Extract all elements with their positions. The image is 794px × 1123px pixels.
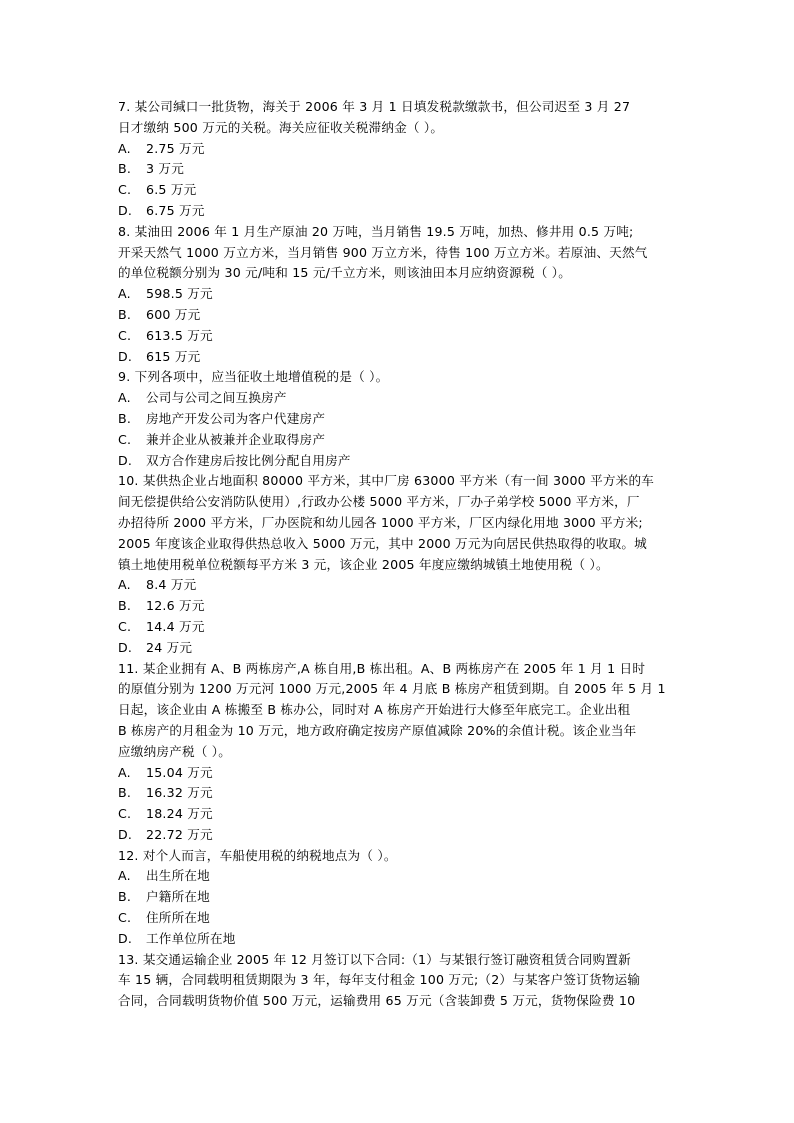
question-stem-line: 的原值分别为 1200 万元河 1000 万元,2005 年 4 月底 B 栋房产租赁到期。自 2005 年 5 月 1 (118, 681, 666, 697)
question-stem-line: 的单位税额分别为 30 元/吨和 15 元/千立方米，则该油田本月应纳资源税（ ）。 (118, 265, 572, 281)
option-letter: C. (118, 806, 132, 822)
answer-option (118, 430, 680, 451)
answer-option (118, 575, 680, 596)
option-letter: D. (118, 930, 133, 946)
option-text: 双方合作建房后按比例分配自用房产 (146, 452, 351, 468)
option-letter: A. (118, 140, 131, 156)
question-stem-line: 间无偿提供给公安消防队使用）,行政办公楼 5000 平方米，厂办子弟学校 5000 平方米，厂 (118, 494, 640, 510)
option-text: 18.24 万元 (146, 806, 213, 822)
question (118, 846, 680, 950)
answer-option (118, 929, 680, 950)
answer-option (118, 451, 680, 472)
answer-option (118, 887, 680, 908)
answer-option (118, 305, 680, 326)
option-letter: A. (118, 764, 131, 780)
question-stem-line: 11. 某企业拥有 A、B 两栋房产,A 栋自用,B 栋出租。A、B 两栋房产在 2005 年 1 月 1 日时 (118, 660, 646, 676)
question-stem-line: 应缴纳房产税（ ）。 (118, 743, 232, 759)
option-text: 3 万元 (146, 161, 185, 177)
option-letter: B. (118, 161, 132, 177)
option-letter: B. (118, 410, 132, 426)
answer-option (118, 284, 680, 305)
answer-option (118, 347, 680, 368)
answer-option (118, 908, 680, 929)
option-letter: D. (118, 348, 133, 364)
question-stem-line: B 栋房产的月租金为 10 万元，地方政府确定按房产原值减除 20%的余值计税。该企业当年 (118, 722, 637, 738)
option-letter: A. (118, 286, 131, 302)
answer-option (118, 617, 680, 638)
option-letter: D. (118, 639, 133, 655)
question-stem-line: 13. 某交通运输企业 2005 年 12 月签订以下合同:（1）与某银行签订融资租赁合同购置新 (118, 951, 631, 967)
option-letter: A. (118, 577, 131, 593)
option-text: 12.6 万元 (146, 598, 205, 614)
option-text: 6.75 万元 (146, 202, 205, 218)
option-text: 出生所在地 (146, 868, 210, 884)
answer-option (118, 180, 680, 201)
question-stem-line: 合同，合同载明货物价值 500 万元，运输费用 65 万元（含装卸费 5 万元，货物保险费 10 (118, 993, 636, 1009)
option-text: 613.5 万元 (146, 327, 213, 343)
option-text: 公司与公司之间互换房产 (146, 390, 287, 406)
option-letter: B. (118, 598, 132, 614)
question-stem-line: 开采天然气 1000 万立方米，当月销售 900 万立方米，待售 100 万立方米。若原油、天然气 (118, 244, 648, 260)
question (118, 367, 680, 471)
answer-option (118, 409, 680, 430)
answer-option (118, 825, 680, 846)
question-stem-line: 12. 对个人而言，车船使用税的纳税地点为（ ）。 (118, 847, 397, 863)
option-text: 24 万元 (146, 639, 193, 655)
option-letter: B. (118, 889, 132, 905)
option-text: 2.75 万元 (146, 140, 205, 156)
option-text: 住所所在地 (146, 910, 210, 926)
question-stem-line: 镇土地使用税单位税额每平方米 3 元，该企业 2005 年度应缴纳城镇土地使用税（ ）。 (118, 556, 609, 572)
question-stem-line: 9. 下列各项中，应当征收土地增值税的是（ ）。 (118, 369, 389, 385)
question-stem-line: 8. 某油田 2006 年 1 月生产原油 20 万吨，当月销售 19.5 万吨，加热、修井用 0.5 万吨; (118, 223, 634, 239)
answer-option (118, 159, 680, 180)
question (118, 222, 680, 368)
question-stem-line: 2005 年度该企业取得供热总收入 5000 万元，其中 2000 万元为向居民供热取得的收取。城 (118, 535, 647, 551)
option-letter: B. (118, 306, 132, 322)
question-stem-line: 办招待所 2000 平方米，厂办医院和幼儿园各 1000 平方米，厂区内绿化用地 3000 平方米; (118, 514, 643, 530)
answer-option (118, 326, 680, 347)
question-stem-line: 日起，该企业由 A 栋搬至 B 栋办公，同时对 A 栋房产开始进行大修至年底完工。企业出租 (118, 702, 631, 718)
option-text: 22.72 万元 (146, 826, 213, 842)
answer-option (118, 201, 680, 222)
question-stem-line: 车 15 辆，合同载明租赁期限为 3 年，每年支付租金 100 万元;（2）与某客户签订货物运输 (118, 972, 641, 988)
option-text: 600 万元 (146, 306, 201, 322)
option-letter: A. (118, 390, 131, 406)
option-text: 户籍所在地 (146, 889, 210, 905)
question-stem-line: 10. 某供热企业占地面积 80000 平方米，其中厂房 63000 平方米（有一间 3000 平方米的车 (118, 473, 655, 489)
option-text: 615 万元 (146, 348, 201, 364)
document-page (118, 97, 680, 1012)
option-text: 6.5 万元 (146, 182, 197, 198)
answer-option (118, 783, 680, 804)
option-letter: C. (118, 910, 132, 926)
option-text: 兼并企业从被兼并企业取得房产 (146, 431, 326, 447)
option-text: 8.4 万元 (146, 577, 197, 593)
answer-option (118, 139, 680, 160)
option-letter: D. (118, 826, 133, 842)
option-text: 598.5 万元 (146, 286, 213, 302)
answer-option (118, 388, 680, 409)
question (118, 471, 680, 658)
option-letter: D. (118, 202, 133, 218)
answer-option (118, 763, 680, 784)
question (118, 97, 680, 222)
option-text: 工作单位所在地 (146, 930, 236, 946)
option-text: 15.04 万元 (146, 764, 213, 780)
option-letter: C. (118, 431, 132, 447)
question (118, 950, 680, 1012)
answer-option (118, 804, 680, 825)
question (118, 659, 680, 846)
question-stem-line: 日才缴纳 500 万元的关税。海关应征收关税滞纳金（ ）。 (118, 119, 444, 135)
answer-option (118, 596, 680, 617)
option-letter: A. (118, 868, 131, 884)
answer-option (118, 866, 680, 887)
option-text: 14.4 万元 (146, 618, 205, 634)
option-text: 16.32 万元 (146, 785, 213, 801)
option-letter: C. (118, 327, 132, 343)
option-letter: D. (118, 452, 133, 468)
question-stem-line: 7. 某公司缄口一批货物，海关于 2006 年 3 月 1 日填发税款缴款书，但公司迟至 3 月 27 (118, 99, 631, 114)
option-letter: B. (118, 785, 132, 801)
option-letter: C. (118, 618, 132, 634)
option-letter: C. (118, 182, 132, 198)
option-text: 房地产开发公司为客户代建房产 (146, 410, 326, 426)
answer-option (118, 638, 680, 659)
